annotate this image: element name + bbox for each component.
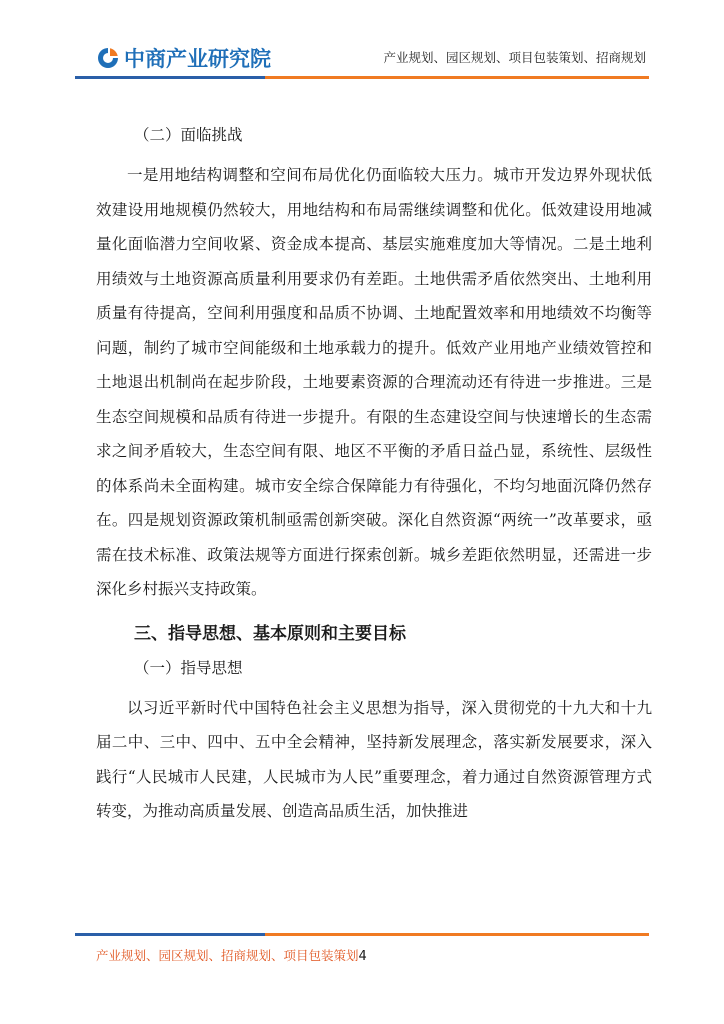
header-tagline: 产业规划、园区规划、项目包装策划、招商规划 (383, 50, 646, 65)
document-body (96, 118, 652, 829)
page-number: 4 (358, 949, 367, 964)
footer-divider-orange (265, 933, 649, 936)
logo-icon (96, 46, 120, 70)
logo (96, 44, 271, 72)
paragraph-challenges: 一是用地结构调整和空间布局优化仍面临较大压力。城市开发边界外现状低效建设用地规模仍然较大，用地结构和布局需继续调整和优化。低效建设用地减量化面临潜力空间收紧、资金成本提高、基层实施难度加大等情况。二是土地利用绩效与土地资源高质量利用要求仍有差距。土地供需矛盾依然突出、土地利用质量有待提高，空间利用强度和品质不协调、土地配置效率和用地绩效不均衡等问题，制约了城市空间能级和土地承载力的提升。低效产业用地产业绩效管控和土地退出机制尚在起步阶段，土地要素资源的合理流动还有待进一步推进。三是生态空间规模和品质有待进一步提升。有限的生态建设空间与快速增长的生态需求之间矛盾较大，生态空间有限、地区不平衡的矛盾日益凸显，系统性、层级性的体系尚未全面构建。城市安全综合保障能力有待强化，不均匀地面沉降仍然存在。四是规划资源政策机制亟需创新突破。深化自然资源“两统一”改革要求，亟需在技术标准、政策法规等方面进行探索创新。城乡差距依然明显，还需进一步深化乡村振兴支持政策。 (96, 166, 652, 598)
sub-heading-guiding-thought: （一）指导思想 (134, 658, 243, 677)
footer-tagline: 产业规划、园区规划、招商规划、项目包装策划 (96, 948, 359, 963)
sub-heading-challenges: （二）面临挑战 (134, 126, 243, 144)
header-divider-blue (75, 76, 265, 79)
footer-divider-blue (75, 933, 265, 936)
logo-text: 中商产业研究院 (124, 47, 271, 71)
section-heading: 三、指导思想、基本原则和主要目标 (134, 623, 406, 644)
page-footer (96, 946, 367, 964)
paragraph-guiding-thought: 以习近平新时代中国特色社会主义思想为指导，深入贯彻党的十九大和十九届二中、三中、四中、五中全会精神，坚持新发展理念，落实新发展要求，深入践行“人民城市人民建，人民城市为人民”重要理念，着力通过自然资源管理方式转变，为推动高质量发展、创造高品质生活，加快推进 (96, 698, 652, 820)
header-divider-orange (265, 76, 649, 79)
page-header (0, 0, 724, 90)
